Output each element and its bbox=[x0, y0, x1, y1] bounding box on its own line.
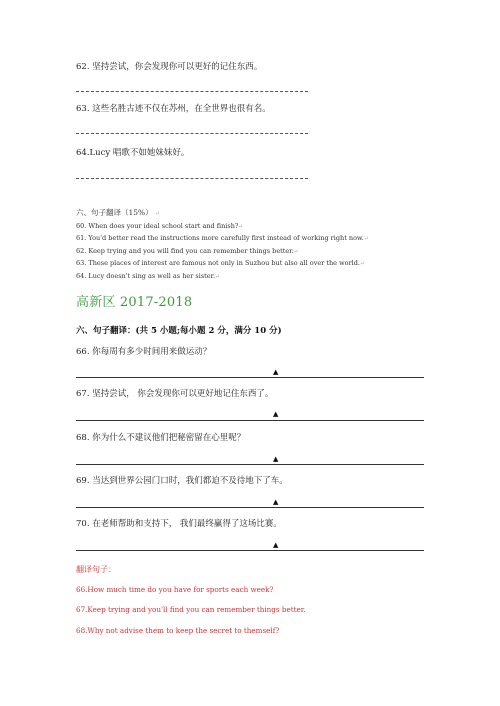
answer-key-line: 64. Lucy doesn't sing as well as her sister.↵ bbox=[76, 271, 220, 280]
blank-marker: ▲ bbox=[273, 498, 279, 506]
answer-line-64 bbox=[76, 178, 308, 179]
question-64: 64.Lucy 唱歌不如她妹妹好。 bbox=[76, 148, 190, 158]
answer-key-line: 63. These places of interest are famous not only in Suzhou but also all over the world.↵ bbox=[76, 259, 365, 267]
answer-heading: 翻译句子： bbox=[76, 565, 116, 574]
answer-key-heading: 六、句子翻译（15%） ↵ bbox=[76, 208, 160, 217]
answer-key-line: 60. When does your ideal school start and finish?↵ bbox=[76, 221, 243, 230]
answer-67: 67.Keep trying and you'll find you can remember things better. bbox=[76, 605, 306, 614]
answer-line-63 bbox=[76, 133, 308, 134]
question-63: 63. 这些名胜古迹不仅在苏州，在全世界也很有名。 bbox=[76, 104, 271, 114]
answer-68: 68.Why not advise them to keep the secret to themself? bbox=[76, 626, 280, 635]
district-title: 高新区 2017-2018 bbox=[76, 295, 193, 310]
answer-line-67 bbox=[76, 420, 424, 421]
question-70: 70. 在老师帮助和支持下， 我们最终赢得了这场比赛。 bbox=[76, 519, 282, 529]
answer-key-line: 62. Keep trying and you will find you can remember things better.↵ bbox=[76, 246, 299, 255]
answer-line-66 bbox=[76, 377, 424, 378]
answer-line-68 bbox=[76, 464, 424, 465]
question-67: 67. 坚持尝试， 你会发现你可以更好地记住东西了。 bbox=[76, 389, 274, 399]
answer-key-line: 61. You'd better read the instructions more carefully first instead of working right now.↵ bbox=[76, 234, 369, 242]
answer-key-block bbox=[76, 207, 376, 283]
question-62: 62. 坚持尝试，你会发现你可以更好的记住东西。 bbox=[76, 62, 263, 72]
blank-marker: ▲ bbox=[273, 368, 279, 376]
question-68: 68. 你为什么不建议他们把秘密留在心里呢？ bbox=[76, 433, 246, 443]
question-69: 69. 当达到世界公园门口时，我们都迫不及待地下了车。 bbox=[76, 476, 288, 486]
blank-marker: ▲ bbox=[273, 541, 279, 549]
answer-line-62 bbox=[76, 91, 308, 92]
blank-marker: ▲ bbox=[273, 410, 279, 418]
question-66: 66. 你每周有多少时间用来做运动？ bbox=[76, 347, 212, 357]
blank-marker: ▲ bbox=[273, 455, 279, 463]
answer-line-70 bbox=[76, 550, 424, 551]
answer-66: 66.How much time do you have for sports each week? bbox=[76, 585, 274, 594]
answer-line-69 bbox=[76, 507, 424, 508]
section-heading: 六、句子翻译：(共 5 小题;每小题 2 分，满分 10 分) bbox=[76, 326, 282, 336]
